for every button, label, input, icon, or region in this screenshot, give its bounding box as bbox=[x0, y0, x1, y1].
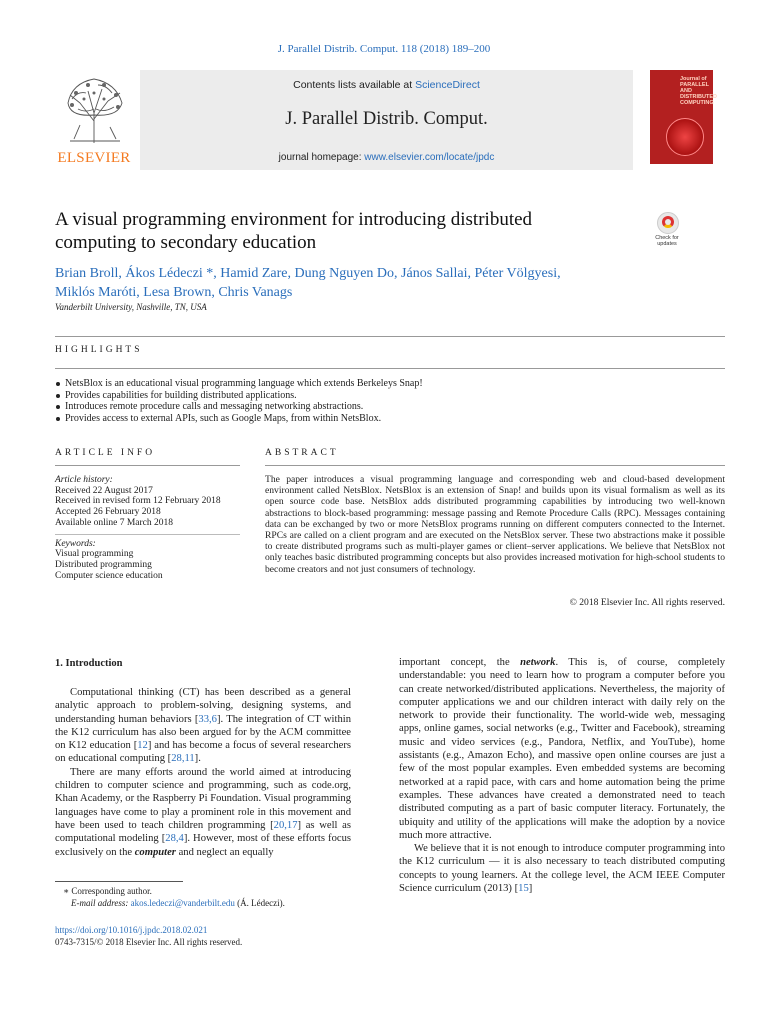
affiliation: Vanderbilt University, Nashville, TN, USA bbox=[55, 302, 207, 312]
publisher-name: ELSEVIER bbox=[57, 150, 131, 166]
divider bbox=[265, 465, 725, 466]
divider bbox=[55, 336, 725, 337]
journal-homepage-line bbox=[140, 152, 633, 163]
paper-title: A visual programming environment for introducing distributed computing to secondary education bbox=[55, 209, 533, 253]
elsevier-logo bbox=[52, 73, 136, 168]
history-revised: Received in revised form 12 February 2018 bbox=[55, 496, 221, 507]
crossmark-label: Check for updates bbox=[655, 235, 679, 247]
journal-cover-image bbox=[650, 70, 717, 164]
article-info-heading: ARTICLE INFO bbox=[55, 448, 156, 458]
article-info bbox=[55, 475, 240, 581]
elsevier-tree-icon bbox=[58, 73, 130, 145]
divider bbox=[55, 534, 240, 535]
citation-link[interactable]: 20,17 bbox=[273, 819, 298, 831]
history-received: Received 22 August 2017 bbox=[55, 485, 153, 496]
citation-link[interactable]: 33,6 bbox=[198, 713, 217, 725]
author-email-link[interactable]: akos.ledeczi@vanderbilt.edu bbox=[130, 897, 235, 908]
abstract-text: The paper introduces a visual programming language and corresponding web and cloud-based development environment called NetsBlox. NetsBlox is an extension of Snap! and builds upon its visual formalism as well as its open source code base. NetsBlox adds distributed programming capabilities by introducing two well-known abstractions to block-based programming: message passing and Remote Procedure Calls (RPC). Messages containing data can be exchanged by two or more NetsBlox programs running on different computers connected to the Internet. RPCs are called on a client program and are executed on the NetsBlox server. These two abstractions make it possible to create distributed programs such as multi-player games or client–server applications. We believe that NetsBlox not only teaches basic distributed programming concepts but also provides increased motivation for high-school students to become creators and not just consumers of technology. bbox=[265, 474, 725, 575]
paragraph: There are many efforts around the world aimed at introducing children to computer science and programming, such as code.org, Khan Academy, or the Raspberry Pi Foundation. Visual programming languages have come to play a prominent role in this movement and have been used to teach children programming [20,17] as well as computational modeling [28,4]. However, most of these efforts focus exclusively on the computer and neglect an equally bbox=[55, 766, 351, 858]
highlight-item: Introduces remote procedure calls and messaging networking abstractions. bbox=[55, 401, 715, 413]
paragraph: Computational thinking (CT) has been described as a general analytic approach to problem-solving, designing systems, and understanding human behaviors [33,6]. The integration of CT within the K12 curriculum has also been argued for by the ACM committee on K12 education [12] and has become a focus of several researchers on educational computing [28,11]. bbox=[55, 687, 351, 765]
citation-link[interactable]: 12 bbox=[137, 740, 148, 752]
paragraph: We believe that it is not enough to introduce computer programming into the K12 curriculum — it is also necessary to teach distributed computing concepts to young learners. At the college level, the ACM IEEE Computer Science curriculum (2013) [15] bbox=[399, 843, 725, 895]
keyword: Distributed programming bbox=[55, 559, 152, 570]
footnotes bbox=[55, 886, 355, 909]
section-heading-introduction: 1. Introduction bbox=[55, 658, 123, 669]
history-accepted: Accepted 26 February 2018 bbox=[55, 507, 161, 518]
issn-line: 0743-7315/© 2018 Elsevier Inc. All rights reserved. bbox=[55, 936, 243, 947]
cover-title: Journal of PARALLEL AND DISTRIBUTED COMPUTING bbox=[680, 76, 717, 106]
abstract-heading: ABSTRACT bbox=[265, 448, 339, 458]
history-online: Available online 7 March 2018 bbox=[55, 517, 174, 528]
crossmark-icon bbox=[657, 212, 679, 234]
journal-title: J. Parallel Distrib. Comput. bbox=[285, 109, 488, 129]
cover-graphic bbox=[666, 118, 704, 156]
citation-link[interactable]: 28,11 bbox=[171, 753, 195, 765]
keywords-label: Keywords: bbox=[55, 538, 96, 549]
authors-line-1[interactable]: Brian Broll, Ákos Lédeczi *, Hamid Zare, Dung Nguyen Do, János Sallai, Péter Völgyesi, bbox=[55, 266, 561, 281]
journal-reference[interactable]: J. Parallel Distrib. Comput. 118 (2018) 189–200 bbox=[277, 43, 491, 55]
contents-prefix: Contents lists available at bbox=[293, 79, 416, 91]
corresponding-author-note: ∗ Corresponding author. bbox=[63, 886, 152, 896]
divider bbox=[55, 465, 240, 466]
history-label: Article history: bbox=[55, 475, 113, 485]
abstract-copyright: © 2018 Elsevier Inc. All rights reserved. bbox=[569, 597, 725, 608]
contents-line bbox=[140, 79, 633, 91]
highlight-item: NetsBlox is an educational visual programming language which extends Berkeleys Snap! bbox=[55, 378, 715, 390]
highlights-list bbox=[55, 378, 715, 424]
citation-link[interactable]: 28,4 bbox=[165, 833, 184, 845]
keyword: Visual programming bbox=[55, 549, 134, 560]
sciencedirect-link[interactable]: ScienceDirect bbox=[415, 79, 480, 91]
highlights-heading: HIGHLIGHTS bbox=[55, 345, 143, 355]
footnote-rule bbox=[55, 881, 183, 882]
highlight-item: Provides capabilities for building distributed applications. bbox=[55, 390, 715, 402]
keyword: Computer science education bbox=[55, 570, 163, 581]
doi-block bbox=[55, 925, 242, 948]
doi-link[interactable]: https://doi.org/10.1016/j.jpdc.2018.02.021 bbox=[55, 925, 208, 935]
citation-link[interactable]: 15 bbox=[518, 883, 529, 895]
paragraph: important concept, the network. This is, of course, completely understandable: you need to learn how to program a computer before you can create networked/distributed applications. Nevertheless, the majority of computer applications we and our children interact with daily rely on the network to provide their functionality. The world-wide web, messaging apps, online games, social networks (e.g., Twitter and Facebook), streaming music and video services (e.g., Pandora, Netflix, and YouTube), home assistants (e.g., Amazon Echo), and massive open online courses are just a few of the most popular examples. Even embedded systems are becoming networked at a rapid pace, with cars and home automation being the prime examples. These advances have created a demonstrated need to teach distributed computing as a part of basic computer literacy. Fortunately, the ubiquity and utility of the applications will make the adoption by a novice much more attractive. bbox=[399, 657, 726, 841]
email-line: E-mail address: akos.ledeczi@vanderbilt.edu (Á. Lédeczi). bbox=[71, 897, 285, 908]
left-column bbox=[55, 686, 351, 859]
right-column bbox=[399, 656, 725, 895]
author-list bbox=[55, 264, 635, 302]
divider bbox=[55, 368, 725, 369]
authors-line-2[interactable]: Miklós Maróti, Lesa Brown, Chris Vanags bbox=[55, 285, 293, 300]
homepage-prefix: journal homepage: bbox=[278, 152, 365, 163]
check-for-updates-badge[interactable] bbox=[648, 212, 686, 256]
journal-homepage-link[interactable]: www.elsevier.com/locate/jpdc bbox=[364, 152, 495, 163]
highlight-item: Provides access to external APIs, such as Google Maps, from within NetsBlox. bbox=[55, 413, 715, 425]
